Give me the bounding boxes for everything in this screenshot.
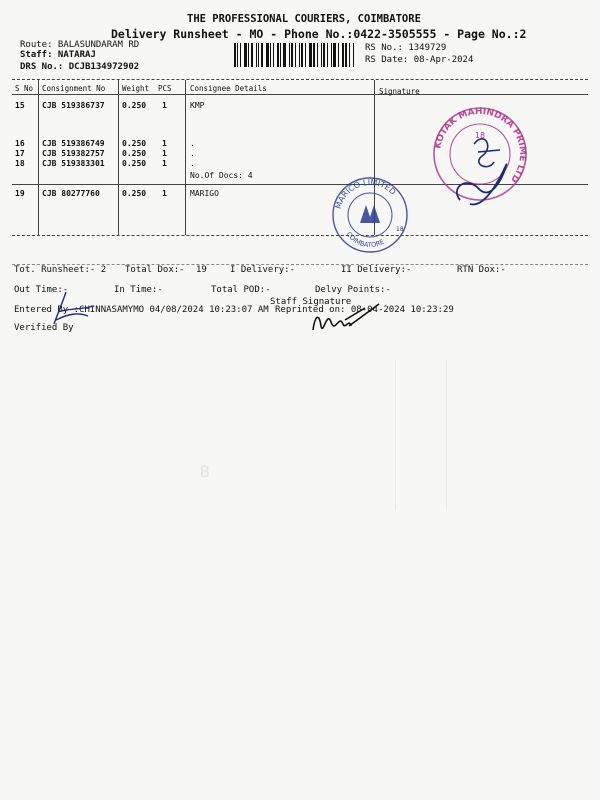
barcode-bar [273, 43, 274, 67]
staff-label: Staff: NATARAJ [20, 50, 96, 60]
barcode-bar [258, 43, 259, 67]
i-delivery: I Delivery:- [230, 265, 296, 275]
barcode-bar [289, 43, 290, 67]
total-dox-value: 19 [196, 265, 207, 275]
bleed-through-mark: B [200, 462, 210, 481]
row-details: . [190, 139, 195, 148]
col-divider [38, 80, 39, 235]
barcode-bar [237, 43, 238, 67]
row-pcs: 1 [162, 101, 167, 110]
out-time: Out Time:- [14, 285, 69, 295]
barcode-bar [301, 43, 303, 67]
barcode-bar [261, 43, 263, 67]
barcode-bar [313, 43, 315, 67]
header-pcs: PCS [158, 84, 172, 93]
marico-stamp-text: MARICO LIMITED [333, 177, 398, 210]
row-weight: 0.250 [122, 189, 147, 198]
in-time: In Time:- [114, 285, 163, 295]
barcode-bar [280, 43, 281, 67]
barcode-bar [291, 43, 293, 67]
barcode-bar [256, 43, 257, 67]
rtn-dox: RTN Dox:- [457, 265, 506, 275]
kotak-prime-stamp [430, 92, 530, 222]
staff-signature: Staff Signature [270, 297, 352, 307]
row-details: . [190, 149, 195, 158]
verified-by: Verified By [14, 323, 74, 333]
row-sno: 17 [15, 149, 25, 158]
barcode-bar [240, 43, 241, 67]
barcode-bar [353, 43, 354, 67]
barcode-bar [244, 43, 247, 67]
header-consignee-details: Consignee Details [190, 84, 267, 93]
total-dox-label: Total Dox:- [125, 265, 185, 275]
barcode-bar [266, 43, 269, 67]
barcode-bar [342, 43, 344, 67]
col-divider [118, 80, 119, 235]
barcode-bar [248, 43, 249, 67]
row-weight: 0.250 [122, 149, 147, 158]
barcode-bar [270, 43, 271, 67]
barcode-bar [283, 43, 286, 67]
company-name: THE PROFESSIONAL COURIERS, COIMBATORE [187, 13, 421, 25]
row-sno: 16 [15, 139, 25, 148]
total-runsheet: Tot. Runsheet:- 2 [14, 265, 107, 275]
row-weight: 0.250 [122, 159, 147, 168]
barcode-bar [299, 43, 300, 67]
marico-stamp [330, 175, 410, 255]
rs-date: RS Date: 08-Apr-2024 [365, 55, 474, 65]
barcode-bar [309, 43, 312, 67]
rs-number: RS No.: 1349729 [365, 43, 447, 53]
barcode-bar [331, 43, 332, 67]
row-sno: 19 [15, 189, 25, 198]
ii-delivery: II Delivery:- [341, 265, 412, 275]
barcode-bar [338, 43, 339, 67]
kotak-stamp-text: KOTAK MAHINDRA PRIME LTD [433, 106, 528, 185]
table-bottom-rule [12, 235, 588, 236]
barcode-bar [251, 43, 253, 67]
table-top-rule [12, 79, 588, 80]
barcode-bar [323, 43, 325, 67]
staff-signature-mark [305, 300, 395, 345]
header-consignment: Consignment No [42, 84, 106, 93]
entered-by: Entered By :CHINNASAMYMO 04/08/2024 10:23:07 AM [14, 305, 269, 315]
barcode-bar [295, 43, 296, 67]
barcode-bar [349, 43, 350, 67]
row-pcs: 1 [162, 159, 167, 168]
row-consignment: CJB 519383301 [42, 159, 105, 168]
svg-text:KOTAK MAHINDRA PRIME LTD [433, 107, 527, 184]
bleed-through-mark [395, 360, 447, 510]
row-pcs: 1 [162, 149, 167, 158]
barcode-bar [277, 43, 279, 67]
row-weight: 0.250 [122, 139, 147, 148]
row-pcs: 1 [162, 139, 167, 148]
col-divider [185, 80, 186, 235]
no-of-docs: No.Of Docs: 4 [190, 171, 253, 180]
row-consignment: CJB 519386749 [42, 139, 105, 148]
barcode-bar [327, 43, 328, 67]
total-pod: Total POD:- [211, 285, 271, 295]
barcode-bar [345, 43, 347, 67]
header-sno: S No [15, 84, 34, 93]
header-signature: Signature [379, 87, 420, 96]
row-sno: 15 [15, 101, 25, 110]
reprinted-on: Reprinted on: 08-04-2024 10:23:29 [275, 305, 454, 315]
row-sno: 18 [15, 159, 25, 168]
barcode [234, 43, 356, 67]
row-consignment: CJB 519382757 [42, 149, 105, 158]
row-details: MARIGO [190, 189, 219, 198]
verifier-signature [48, 290, 108, 330]
marico-stamp-number: 18 [396, 226, 404, 233]
kotak-stamp-number: 18 [474, 131, 486, 140]
barcode-bar [317, 43, 318, 67]
runsheet-title: Delivery Runsheet - MO - Phone No.:0422-3505555 - Page No.:2 [111, 27, 527, 41]
barcode-bar [305, 43, 306, 67]
row-details: . [190, 159, 195, 168]
delvy-points: Delvy Points:- [315, 285, 391, 295]
barcode-bar [321, 43, 322, 67]
barcode-bar [333, 43, 336, 67]
summary-rule [12, 264, 588, 265]
row-pcs: 1 [162, 189, 167, 198]
row-consignment: CJB 519386737 [42, 101, 105, 110]
row-consignment: CJB 80277760 [42, 189, 100, 198]
barcode-bar [234, 43, 236, 67]
header-weight: Weight [122, 84, 150, 93]
row-weight: 0.250 [122, 101, 147, 110]
row-details: KMP [190, 101, 205, 110]
drs-number: DRS No.: DCJB134972902 [20, 62, 140, 72]
route-label: Route: BALASUNDARAM RD [20, 40, 140, 50]
marico-stamp-city: COIMBATORE [344, 230, 386, 250]
